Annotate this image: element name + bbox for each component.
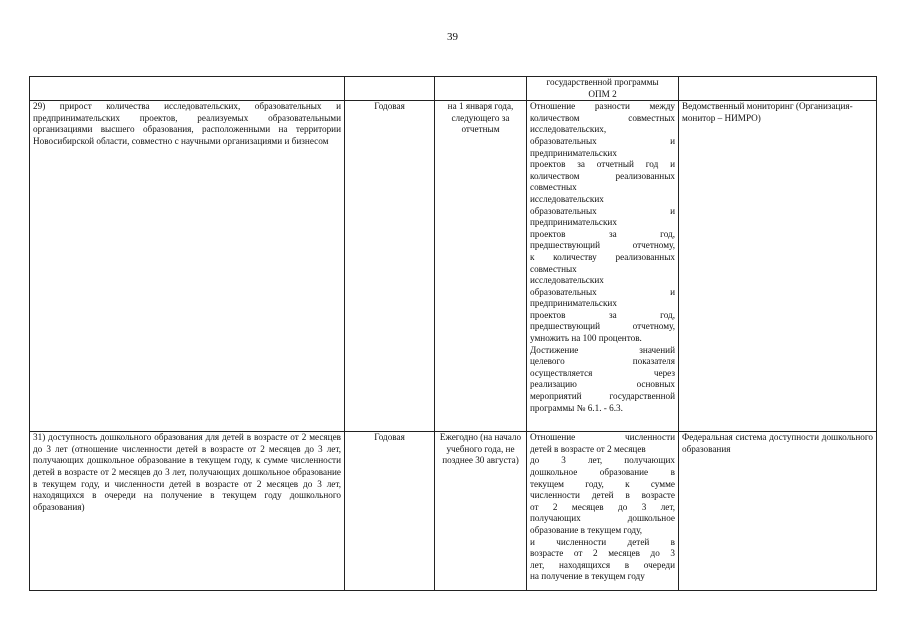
calc-line: предпринимательских [530,147,617,158]
calc-line: мероприятий государственной [530,391,675,402]
calc-line: возрасте от 2 месяцев до 3 [530,548,675,559]
calc-line: проектов за год, [530,309,675,320]
indicator-cell: 31) доступность дошкольного образования для детей в возрасте от 2 месяцев до 3 лет (отношение численности детей в возрасте от 2 месяцев до 3 лет, получающих дошкольное образование в текущем году, к сумме численности детей в возрасте от 2 месяцев до 3 лет, получающих дошкольное образование в текущем году, и численности детей в возрасте от 2 месяцев до 3 лет, находящихся в очереди на получение в текущем году дошкольного образования) [30,432,345,591]
calc-line: исследовательских [530,275,604,286]
calc-line: проектов за год, [530,228,675,239]
calc-method-cell [527,77,679,101]
calc-line: количеством совместных [530,112,675,123]
table-row-continuation [30,77,877,101]
calc-line: численности детей в возрасте [530,490,675,501]
calc-line: дошкольное образование в [530,466,675,477]
calc-line: исследовательских [530,193,604,204]
calc-line: государственной программы [546,77,659,87]
calc-line: совместных [530,263,577,274]
timing-cell [435,77,527,101]
calc-line: предшествующий отчетному, [530,240,675,251]
calc-line: образовательных и [530,205,675,216]
page-number: 39 [447,31,458,43]
calc-line: на получение в текущем году [530,571,645,582]
calc-line: осуществляется через [530,367,675,378]
calc-line: образование в текущем году, [530,524,643,535]
calc-method-cell [527,432,679,591]
indicator-cell [30,77,345,101]
calc-line: до 3 лет, получающих [530,455,675,466]
calc-line: образовательных и [530,286,675,297]
calc-line: предпринимательских [530,298,617,309]
calc-line: от 2 месяцев до 3 лет, [530,501,675,512]
calc-line: ОПМ 2 [588,88,617,99]
timing-cell: на 1 января года, следующего за отчетным [435,101,527,432]
calc-line: целевого показателя [530,356,675,367]
source-cell: Федеральная система доступности дошкольного образования [679,432,877,591]
calc-line: умножить на 100 процентов. [530,333,642,344]
calc-line: детей в возрасте от 2 месяцев [530,443,646,454]
table-row-indicator-31 [30,432,877,591]
indicator-cell: 29) прирост количества исследовательских, образовательных и предпринимательских проектов, реализуемых образовательными организациями высшего образования, расположенными на территории Новосибирской области, совместно с научными организациями и бизнесом [30,101,345,432]
timing-cell: Ежегодно (на начало учебного года, не позднее 30 августа) [435,432,527,591]
table-row-indicator-29 [30,101,877,432]
indicators-table [29,76,877,591]
calc-line: текущем году, к сумме [530,478,675,489]
calc-line: совместных [530,182,577,193]
periodicity-cell [345,77,435,101]
periodicity-cell: Годовая [345,432,435,591]
calc-line: исследовательских, [530,124,607,135]
calc-line: предшествующий отчетному, [530,321,675,332]
calc-line: проектов за отчетный год и [530,159,675,170]
calc-line: к количеству реализованных [530,251,675,262]
source-cell: Ведомственный мониторинг (Организация-монитор – НИМРО) [679,101,877,432]
calc-line: Отношение численности [530,432,675,443]
calc-line: программы № 6.1. - 6.3. [530,402,623,413]
calc-line: образовательных и [530,135,675,146]
periodicity-cell: Годовая [345,101,435,432]
calc-line: лет, находящихся в очереди [530,559,675,570]
calc-line: Отношение разности между [530,101,675,112]
calc-line: предпринимательских [530,217,617,228]
calc-line: реализацию основных [530,379,675,390]
calc-line: Достижение значений [530,344,675,355]
source-cell [679,77,877,101]
calc-method-cell [527,101,679,432]
calc-line: количеством реализованных [530,170,675,181]
calc-line: и численности детей в [530,536,675,547]
calc-line: получающих дошкольное [530,513,675,524]
